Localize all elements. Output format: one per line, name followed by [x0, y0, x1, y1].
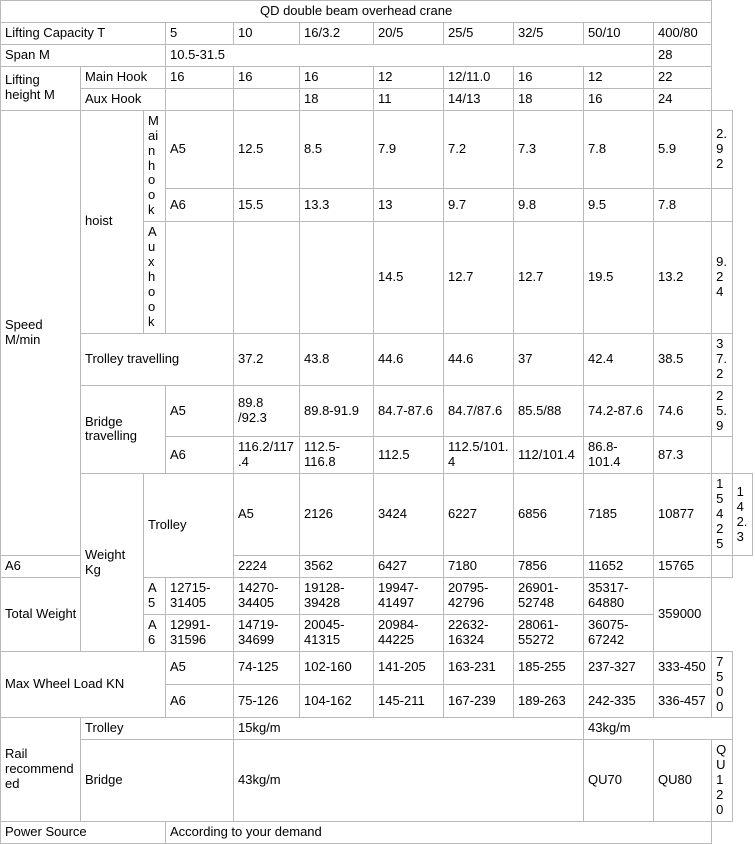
row-label-hoist: hoist	[81, 110, 144, 333]
table-row-max-wheel-load-a5	[1, 651, 753, 684]
cell-trolley-travel-1: 37.2	[234, 333, 300, 385]
cell-weight-trolley-a6-7: 15765	[654, 556, 712, 578]
row-label-speed: Speed M/min	[1, 110, 81, 555]
cell-hoist-aux-3: 14.5	[374, 222, 444, 334]
cell-weight-trolley-a5-2: 3424	[374, 474, 444, 556]
grade-a5-wheel-load: A5	[166, 651, 234, 684]
cell-hoist-main-a5-6: 7.8	[584, 110, 654, 188]
cell-lh-aux-7: 16	[584, 88, 654, 110]
cell-hoist-aux-8: 9.24	[712, 222, 732, 334]
cell-hoist-main-a5-5: 7.3	[514, 110, 584, 188]
cell-weight-trolley-a5-1: 2126	[300, 474, 374, 556]
cell-lh-main-2: 16	[234, 66, 300, 88]
cell-lh-main-1: 16	[166, 66, 234, 88]
cell-hoist-aux-6: 19.5	[584, 222, 654, 334]
cell-rail-bridge-qu80: QU80	[654, 740, 712, 822]
cell-weight-trolley-a5-6: 10877	[654, 474, 712, 556]
cell-hoist-main-a6-3: 13	[374, 189, 444, 222]
cell-bridge-a6-5: 112/101.4	[514, 437, 584, 474]
cell-capacity-3: 16/3.2	[300, 22, 374, 44]
cell-lh-aux-5: 14/13	[444, 88, 514, 110]
cell-capacity-4: 20/5	[374, 22, 444, 44]
cell-wheel-load-a5-6: 237-327	[584, 651, 654, 684]
grade-blank-hoist-aux	[166, 222, 234, 334]
cell-rail-bridge-qu120: QU120	[712, 740, 732, 822]
table-row-lifting-height-aux	[1, 88, 753, 110]
cell-bridge-a5-4: 84.7/87.6	[444, 385, 514, 437]
cell-hoist-main-a6-2: 13.3	[300, 189, 374, 222]
table-row-lifting-height-main	[1, 66, 753, 88]
cell-hoist-main-a6-1: 15.5	[234, 189, 300, 222]
cell-weight-trolley-a5-4: 6856	[514, 474, 584, 556]
cell-weight-trolley-a6-6: 11652	[584, 556, 654, 578]
row-label-trolley-travelling: Trolley travelling	[81, 333, 234, 385]
cell-rail-trolley-left: 15kg/m	[234, 718, 584, 740]
cell-bridge-a6-1: 116.2/117.4	[234, 437, 300, 474]
cell-wheel-load-a6-2: 104-162	[300, 685, 374, 718]
cell-lh-main-8: 22	[654, 66, 712, 88]
cell-span-range: 10.5-31.5	[166, 44, 654, 66]
row-label-max-wheel-load: Max Wheel Load KN	[1, 651, 166, 718]
cell-hoist-aux-2	[300, 222, 374, 334]
cell-hoist-aux-7: 13.2	[654, 222, 712, 334]
table-row-weight-trolley-a5	[1, 474, 753, 556]
cell-total-weight-a6-2: 14719-34699	[234, 614, 300, 651]
cell-bridge-a5-7: 74.6	[654, 385, 712, 437]
row-label-weight: Weight Kg	[81, 474, 144, 651]
cell-wheel-load-a5-2: 102-160	[300, 651, 374, 684]
table-row-total-weight-a5	[1, 577, 753, 614]
cell-trolley-travel-2: 43.8	[300, 333, 374, 385]
cell-bridge-a6-2: 112.5-116.8	[300, 437, 374, 474]
cell-total-weight-a5-2: 14270-34405	[234, 577, 300, 614]
cell-bridge-a5-3: 84.7-87.6	[374, 385, 444, 437]
cell-bridge-a5-6: 74.2-87.6	[584, 385, 654, 437]
cell-hoist-main-a5-1: 12.5	[234, 110, 300, 188]
cell-lh-main-7: 12	[584, 66, 654, 88]
table-title-row	[1, 1, 753, 23]
row-label-span: Span M	[1, 44, 166, 66]
table-row-lifting-capacity	[1, 22, 753, 44]
cell-bridge-a5-2: 89.8-91.9	[300, 385, 374, 437]
cell-wheel-load-a6-6: 242-335	[584, 685, 654, 718]
cell-wheel-load-a5-7: 333-450	[654, 651, 712, 684]
page-title: QD double beam overhead crane	[1, 1, 712, 23]
grade-a6-total-weight: A6	[144, 614, 166, 651]
grade-a5-hoist-main: A5	[166, 110, 234, 188]
row-label-rail-trolley: Trolley	[81, 718, 234, 740]
cell-hoist-main-a5-4: 7.2	[444, 110, 514, 188]
cell-lh-aux-1	[166, 88, 234, 110]
cell-lh-aux-8: 24	[654, 88, 712, 110]
cell-hoist-main-a6-6: 9.5	[584, 189, 654, 222]
cell-wheel-load-a5-3: 141-205	[374, 651, 444, 684]
cell-weight-trolley-a6-2: 3562	[300, 556, 374, 578]
grade-a6-wheel-load: A6	[166, 685, 234, 718]
table-row-trolley-travelling	[1, 333, 753, 385]
cell-lh-main-4: 12	[374, 66, 444, 88]
cell-trolley-travel-4: 44.6	[444, 333, 514, 385]
cell-lh-aux-3: 18	[300, 88, 374, 110]
cell-hoist-main-a6-4: 9.7	[444, 189, 514, 222]
cell-weight-trolley-a5-8: 142.3	[732, 474, 752, 556]
cell-wheel-load-a5-4: 163-231	[444, 651, 514, 684]
cell-weight-trolley-a5-3: 6227	[444, 474, 514, 556]
cell-total-weight-a6-1: 12991-31596	[166, 614, 234, 651]
cell-weight-trolley-a6-4: 7180	[444, 556, 514, 578]
table-row-bridge-travelling-a5	[1, 385, 753, 437]
cell-wheel-load-a6-3: 145-211	[374, 685, 444, 718]
cell-hoist-aux-4: 12.7	[444, 222, 514, 334]
table-row-power-source	[1, 822, 753, 844]
row-label-bridge-travelling: Bridge travelling	[81, 385, 166, 474]
cell-wheel-load-a6-1: 75-126	[234, 685, 300, 718]
cell-total-weight-last: 359000	[654, 577, 712, 651]
cell-capacity-6: 32/5	[514, 22, 584, 44]
cell-lh-aux-6: 18	[514, 88, 584, 110]
grade-a6-hoist-main: A6	[166, 189, 234, 222]
cell-power-source-value: According to your demand	[166, 822, 712, 844]
cell-total-weight-a5-7: 35317-64880	[584, 577, 654, 614]
cell-weight-trolley-a6-8	[712, 556, 732, 578]
cell-hoist-main-a5-3: 7.9	[374, 110, 444, 188]
cell-rail-trolley-right: 43kg/m	[584, 718, 733, 740]
row-label-main-hook: Main Hook	[81, 66, 166, 88]
cell-rail-bridge-left: 43kg/m	[234, 740, 584, 822]
cell-lh-aux-2	[234, 88, 300, 110]
cell-capacity-1: 5	[166, 22, 234, 44]
grade-a5-total-weight: A5	[144, 577, 166, 614]
grade-a5-bridge: A5	[166, 385, 234, 437]
cell-hoist-main-a5-7: 5.9	[654, 110, 712, 188]
cell-wheel-load-a6-4: 167-239	[444, 685, 514, 718]
row-label-hoist-main-hook: Main hook	[144, 110, 166, 222]
cell-trolley-travel-6: 42.4	[584, 333, 654, 385]
cell-weight-trolley-a6-3: 6427	[374, 556, 444, 578]
table-row-rail-bridge	[1, 740, 753, 822]
cell-weight-trolley-a6-1: 2224	[234, 556, 300, 578]
cell-weight-trolley-a6-5: 7856	[514, 556, 584, 578]
cell-hoist-main-a5-2: 8.5	[300, 110, 374, 188]
cell-trolley-travel-5: 37	[514, 333, 584, 385]
cell-total-weight-a5-1: 12715-31405	[166, 577, 234, 614]
cell-weight-trolley-a5-7: 15425	[712, 474, 732, 556]
row-label-aux-hook: Aux Hook	[81, 88, 166, 110]
cell-bridge-a6-8	[712, 437, 732, 474]
cell-wheel-load-a5-5: 185-255	[514, 651, 584, 684]
cell-total-weight-a5-5: 20795-42796	[444, 577, 514, 614]
cell-total-weight-a6-3: 20045-41315	[300, 614, 374, 651]
cell-capacity-8: 400/80	[654, 22, 712, 44]
cell-trolley-travel-8: 37.2	[712, 333, 732, 385]
cell-total-weight-a6-4: 20984-44225	[374, 614, 444, 651]
row-label-hoist-aux-hook: Aux hook	[144, 222, 166, 334]
row-label-rail-recommended: Rail recommended	[1, 718, 81, 822]
row-label-rail-bridge: Bridge	[81, 740, 234, 822]
cell-total-weight-a5-3: 19128-39428	[300, 577, 374, 614]
grade-a5-trolley-weight: A5	[234, 474, 300, 556]
cell-bridge-a6-7: 87.3	[654, 437, 712, 474]
grade-a6-bridge: A6	[166, 437, 234, 474]
cell-bridge-a5-1: 89.8 /92.3	[234, 385, 300, 437]
cell-lh-main-6: 16	[514, 66, 584, 88]
cell-trolley-travel-7: 38.5	[654, 333, 712, 385]
table-row-hoist-main-a5	[1, 110, 753, 188]
cell-capacity-5: 25/5	[444, 22, 514, 44]
cell-total-weight-a5-4: 19947-41497	[374, 577, 444, 614]
row-label-lifting-capacity: Lifting Capacity T	[1, 22, 166, 44]
cell-hoist-aux-1	[234, 222, 300, 334]
cell-hoist-main-a6-7: 7.8	[654, 189, 712, 222]
cell-hoist-main-a5-8: 2.92	[712, 110, 732, 188]
cell-hoist-main-a6-8	[712, 189, 732, 222]
row-label-power-source: Power Source	[1, 822, 166, 844]
cell-hoist-main-a6-5: 9.8	[514, 189, 584, 222]
cell-hoist-aux-5: 12.7	[514, 222, 584, 334]
grade-a6-trolley-weight: A6	[1, 556, 81, 578]
cell-total-weight-a6-7: 36075-67242	[584, 614, 654, 651]
cell-bridge-a6-6: 86.8-101.4	[584, 437, 654, 474]
cell-wheel-load-a5-1: 74-125	[234, 651, 300, 684]
table-row-span	[1, 44, 753, 66]
cell-lh-main-5: 12/11.0	[444, 66, 514, 88]
cell-capacity-2: 10	[234, 22, 300, 44]
row-label-total-weight: Total Weight	[1, 577, 144, 651]
cell-capacity-7: 50/10	[584, 22, 654, 44]
cell-wheel-load-a6-7: 336-457	[654, 685, 712, 718]
cell-bridge-a5-5: 85.5/88	[514, 385, 584, 437]
cell-lh-main-3: 16	[300, 66, 374, 88]
cell-bridge-a5-8: 25.9	[712, 385, 732, 437]
cell-total-weight-a6-5: 22632-16324	[444, 614, 514, 651]
cell-bridge-a6-4: 112.5/101.4	[444, 437, 514, 474]
row-label-lifting-height: Lifting height M	[1, 66, 81, 110]
cell-wheel-load-last: 7500	[712, 651, 732, 718]
cell-total-weight-a5-6: 26901-52748	[514, 577, 584, 614]
cell-trolley-travel-3: 44.6	[374, 333, 444, 385]
cell-lh-aux-4: 11	[374, 88, 444, 110]
cell-weight-trolley-a5-5: 7185	[584, 474, 654, 556]
cell-span-last: 28	[654, 44, 712, 66]
cell-total-weight-a6-6: 28061-55272	[514, 614, 584, 651]
cell-bridge-a6-3: 112.5	[374, 437, 444, 474]
cell-rail-bridge-qu70: QU70	[584, 740, 654, 822]
row-label-weight-trolley: Trolley	[144, 474, 234, 578]
table-row-rail-trolley	[1, 718, 753, 740]
cell-wheel-load-a6-5: 189-263	[514, 685, 584, 718]
